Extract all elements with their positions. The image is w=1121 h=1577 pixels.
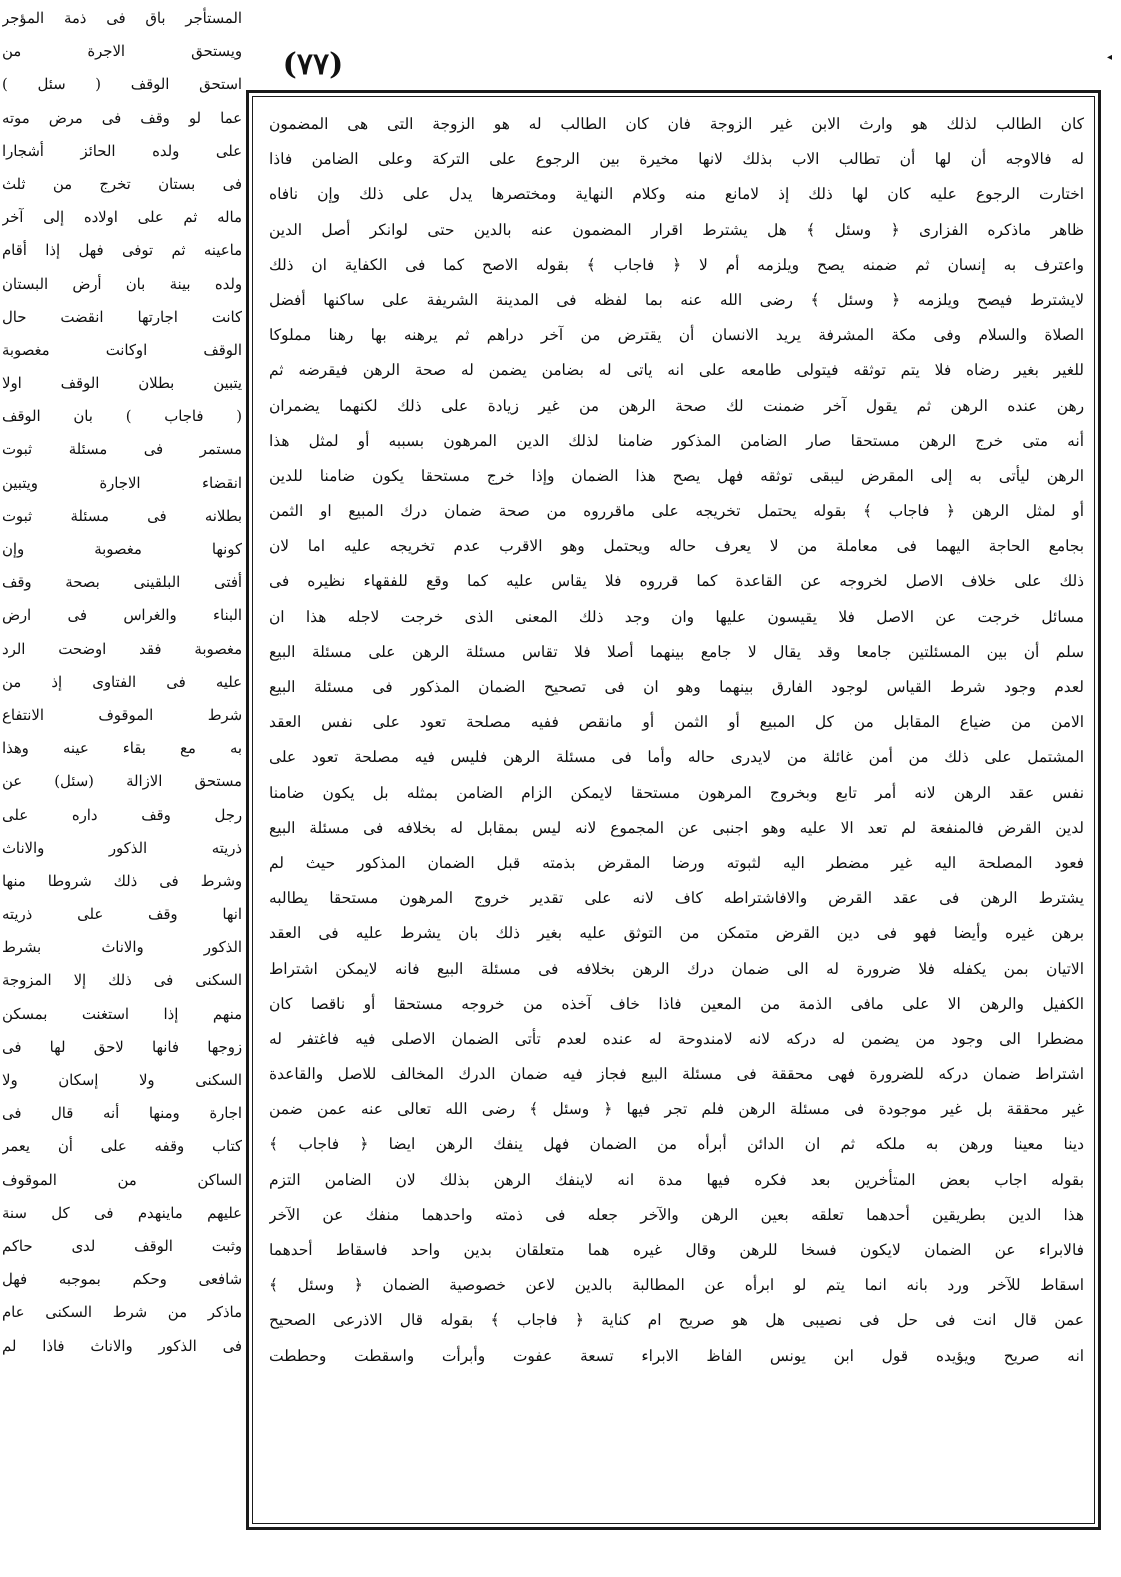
text-line: الصلاة والسلام وفى مكة المشرفة يريد الانسان أن يقترض من آخر دراهم ثم يرهنه بها رهنا مملوكا — [269, 326, 1084, 345]
margin-line: وثبت الوقف لدى حاكم — [2, 1237, 242, 1255]
text-line: المشتمل على ذلك من أمن غائلة من لايدرى حاله وأما فى مسئلة الرهن فليس فيه مصلحة تعود على — [269, 748, 1084, 767]
text-line: عمن قال انت فى حل فى نصيبى هل هو صريح ام كناية ﴿ فاجاب ﴾ بقوله قال الاذرعى الصحيح — [269, 1311, 1084, 1330]
margin-line: فى الذكور والاناث فاذا لم — [2, 1337, 242, 1355]
text-line: ذلك على خلاف الاصل لخروجه عن القاعدة كما قرروه فلا يقاس عليه كما وقع للفقهاء نظيره فى — [269, 572, 1084, 591]
text-line: ظاهر ماذكره الفزارى ﴿ وسئل ﴾ هل يشترط اقرار المضمون عنه بالدين حتى لوانكر أصل الدين — [269, 220, 1084, 239]
main-text-block — [269, 107, 1084, 1444]
text-line: سلم أن بين المسئلتين جامعا وقد يقال لا جامع بينهما أصلا فلا تقاس مسئلة الرهن على مسئلة البيع — [269, 642, 1084, 661]
text-line: رهن عنده الرهن ثم يقول آخر ضمنت لك صحة الرهن من غير زيادة على ذلك لكنهما يضمران — [269, 396, 1084, 415]
margin-line: شرط الموقوف الانتفاع — [2, 706, 242, 724]
margin-line: ماذكر من شرط السكنى عام — [2, 1304, 242, 1322]
margin-line: ويستحق الاجرة من — [2, 43, 242, 61]
text-line: فالابراء عن الضمان لايكون فسخا للرهن وقال غيره هما متعلقان بدين واحد فاسقاط أحدهما — [269, 1241, 1084, 1259]
margin-line: البناء والغراس فى ارض — [2, 607, 242, 625]
text-line: الرهن ليأتى به إلى المقرض ليبقى توثقه فهل يصح هذا الضمان وإذا خرج مستحقا يكون ضامنا للدين — [269, 466, 1084, 485]
marginal-commentary-column — [2, 2, 242, 1363]
margin-line: ( فاجاب ) بان الوقف — [2, 408, 242, 426]
text-line — [269, 1374, 1084, 1409]
margin-line: المستأجر باق فى ذمة المؤجر — [2, 10, 242, 27]
text-line: مضطرا الى وجود من يضمن له دركه لانه لامندوحة له عنده لعدم تأتى الضمان الاصلى فيه فاغتفر له — [269, 1029, 1084, 1048]
text-line: هذا الدين بطريقين أحدهما تعلقه بعين الرهن والآخر جعله فى ذمته واحدهما منفك عن الآخر — [269, 1205, 1084, 1224]
text-line: اسقاط للآخر ورد بانه انما يتم لو ابرأه عن المطالبة بالدين لاعن خصوصية الضمان ﴿ وسئل ﴾ — [269, 1276, 1084, 1295]
text-line: كان الطالب لذلك هو وارث الابن غير الزوجة فان كان الطالب له هو الزوجة التى هى المضمون — [269, 115, 1084, 133]
margin-line: ولده بينة بان أرض البستان — [2, 275, 242, 293]
margin-line: كانت اجارتها انقضت حال — [2, 308, 242, 326]
text-line: فعود المصلحة اليه غير مضطر اليه لثبوته ورضا المقرض بذمته قبل الضمان المذكور حيث لم — [269, 853, 1084, 872]
text-line: الاتيان بمن يكفله فلا ضرورة له الى ضمان درك الرهن بخلافه فى مسئلة البيع فانه لايمكن اشتراط — [269, 959, 1084, 978]
margin-line: فى بستان تخرج من ثلث — [2, 175, 242, 193]
text-line: أو لمثل الرهن ﴿ فاجاب ﴾ بقوله يحتمل تخريجه على ماقرروه من صحة ضمان درك المبيع او الثمن — [269, 502, 1084, 521]
text-line: لايشترط فيصح ويلزمه ﴿ وسئل ﴾ رضى الله عنه بما لفظه فى المدينة الشريفة على ساكنها أفضل — [269, 290, 1084, 309]
margin-line: مستمر فى مسئلة ثبوت — [2, 441, 242, 459]
margin-line: ماله ثم على اولاده إلى آخر — [2, 209, 242, 227]
margin-line: مستحق الازالة (سئل) عن — [2, 773, 242, 791]
text-line: مسائل خرجت عن الاصل فلا يقيسون عليها وان وجد ذلك المعنى الذى خرجت لاجله هذا ان — [269, 607, 1084, 626]
margin-line: زوجها فانها لاحق لها فى — [2, 1038, 242, 1056]
text-line: اشتراط ضمان دركه للضرورة فهى محققة فى مسئلة البيع فجاز فيه ضمان الدرك المخالف للاصل والقاعدة — [269, 1065, 1084, 1084]
text-line: نفس عقد الرهن لانه أمر تابع وبخروج المرهون مستحقا لايمكن الزام الضامن بمثله بل يكون ضامنا — [269, 783, 1084, 802]
margin-line: بطلانه فى مسئلة ثبوت — [2, 507, 242, 525]
text-line: اختارت الرجوع عليه كان لها ذلك إذ لامانع منه وكلام النهاية ومختصرها يدل على ذلك وإن نافاه — [269, 185, 1084, 204]
margin-line: اجارة ومنها أنه قال فى — [2, 1105, 242, 1123]
text-line: غير محققة بل غير موجودة فى مسئلة الرهن فلم تجر فيها ﴿ وسئل ﴾ رضى الله تعالى عنه عمن ضمن — [269, 1100, 1084, 1119]
margin-line: به مع بقاء عينه وهذا — [2, 740, 242, 758]
margin-line: كتاب وقفه على أن يعمر — [2, 1138, 242, 1156]
margin-line: منهم إذا استغنت بمسكن — [2, 1005, 242, 1023]
text-line: بجامع الحاجة اليهما فى معاملة من لا يعرف حاله ويحتمل وهو الاقرب عدم تخريجه عليه اما لان — [269, 537, 1084, 556]
text-line: الامن من ضياع المقابل من كل المبيع أو الثمن أو مانقص ففيه مصلحة تعود على نفس العقد — [269, 713, 1084, 732]
main-text-frame — [246, 90, 1101, 1530]
margin-line: انقضاء الاجارة ويتبين — [2, 474, 242, 492]
margin-line: يتبين بطلان الوقف اولا — [2, 375, 242, 393]
text-line: يشترط الرهن فى عقد القرض والافاشتراطه كاف لانه على تقدير خروج المرهون مستحقا يطالبه — [269, 889, 1084, 908]
margin-line: الوقف اوكانت مغصوبة — [2, 341, 242, 359]
margin-line: ذريته الذكور والاناث — [2, 839, 242, 857]
text-line: برهن غيره وأيضا فهو فى دين القرض متمكن من التوثق عليه بغير ذلك بان يشرط عليه فى العقد — [269, 924, 1084, 943]
margin-line: الذكور والاناث بشرط — [2, 939, 242, 957]
margin-line: عليه فى الفتاوى إذ من — [2, 673, 242, 691]
text-line: واعترف به إنسان ثم ضمنه يصح ويلزمه أم لا ﴿ فاجاب ﴾ بقوله الاصح كما فى الكفاية ان ذلك — [269, 255, 1084, 274]
margin-line: شافعى وحكم بموجبه فهل — [2, 1271, 242, 1289]
text-line: بقوله اجاب بعض المتأخرين بعد فكره فيها مدة انه لاينفك الرهن بذلك لان الضامن التزم — [269, 1170, 1084, 1189]
margin-line: عما لو وقف فى مرض موته — [2, 109, 242, 127]
margin-line: السكنى فى ذلك إلا المزوجة — [2, 972, 242, 990]
text-line: لعدم وجود شرط القياس لوجود الفارق بينهما وهو ان فى تصحيح الضمان المذكور فى مسئلة البيع — [269, 678, 1084, 696]
text-line: أنه متى خرج الرهن مستحقا صار الضامن المذكور ضامنا لذلك الدين المرهون بسببه أو لمثل هذا — [269, 431, 1084, 450]
margin-line: استحق الوقف ( سئل ) — [2, 76, 242, 94]
margin-mark-icon: ◂ — [1107, 52, 1113, 63]
margin-line: انها وقف على ذريته — [2, 906, 242, 924]
margin-line: كونها مغصوبة وإن — [2, 541, 242, 558]
margin-line: رجل وقف داره على — [2, 806, 242, 824]
text-line: له فالاوجه أن لها أن تطالب الاب بذلك لانها مخيرة بين الرجوع على التركة وعلى الضامن فاذا — [269, 150, 1084, 169]
text-line: انه صريح ويؤيده قول ابن يونس الفاظ الابراء تسعة عفوت وأبرأت واسقطت وحططت — [269, 1346, 1084, 1365]
text-line: للغير بغير رضاه فلا يتم توثقه فيتولى طامعه على انه ياتى له بضامن يضمن له صحة الرهن فيقرضه ثم — [269, 361, 1084, 380]
margin-line: وشرط فى ذلك شروطا منها — [2, 872, 242, 890]
margin-line: ماعينه ثم توفى فهل إذا أقام — [2, 242, 242, 260]
margin-line: عليهم ماينهدم فى كل سنة — [2, 1204, 242, 1222]
text-line: الكفيل والرهن الا على مافى الذمة من المعين فاذا خاف آخذه من خروجه مستحقا أو ناقصا كان — [269, 994, 1084, 1013]
margin-line: مغصوبة فقد اوضحت الرد — [2, 640, 242, 658]
page-number: (٧٧) — [282, 47, 344, 82]
text-line: لدين القرض فالمنفعة لم تعد الا عليه وهو اجنبى عن المجموع لانه ليس بمقابل له بخلافه فى مسئلة البيع — [269, 818, 1084, 837]
margin-line: أفتى البلقينى بصحة وقف — [2, 574, 242, 592]
margin-line: السكنى ولا إسكان ولا — [2, 1072, 242, 1089]
text-line: دينا معينا ورهن به ملكه ثم ان الدائن أبرأه من الضمان فهل ينفك الرهن ايضا ﴿ فاجاب ﴾ — [269, 1135, 1084, 1154]
text-line — [269, 1409, 1084, 1444]
margin-line: الساكن من الموقوف — [2, 1171, 242, 1189]
margin-line: على ولده الحائز أشجارا — [2, 142, 242, 160]
